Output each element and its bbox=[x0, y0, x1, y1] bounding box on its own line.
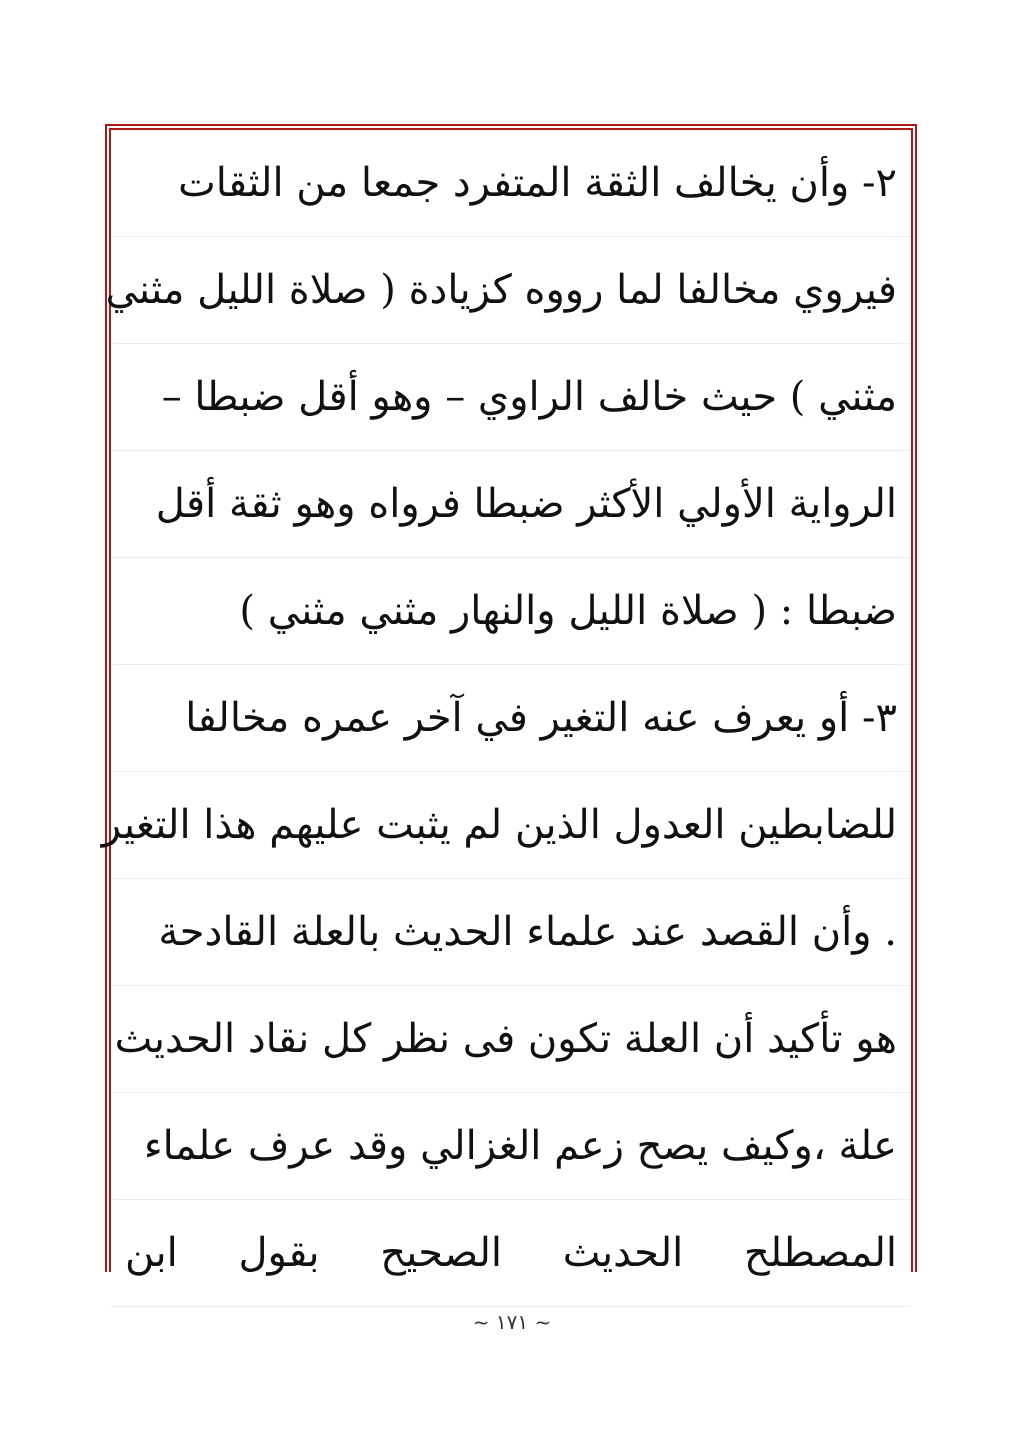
text-line: مثني ) حيث خالف الراوي – وهو أقل ضبطا – bbox=[111, 344, 911, 451]
word: ابن bbox=[125, 1230, 178, 1276]
text-line: فيروي مخالفا لما رووه كزيادة ( صلاة الليل مثني bbox=[111, 237, 911, 344]
text-line: للضابطين العدول الذين لم يثبت عليهم هذا التغير bbox=[111, 772, 911, 879]
page-border-frame bbox=[101, 124, 917, 1276]
word: بقول bbox=[238, 1230, 320, 1276]
text-line: . وأن القصد عند علماء الحديث بالعلة القادحة bbox=[111, 879, 911, 986]
text-line-justified bbox=[111, 1200, 911, 1307]
text-line: هو تأكيد أن العلة تكون فى نظر كل نقاد الحديث bbox=[111, 986, 911, 1093]
text-line: ٣- أو يعرف عنه التغير في آخر عمره مخالفا bbox=[111, 665, 911, 772]
text-line: ٢- وأن يخالف الثقة المتفرد جمعا من الثقات bbox=[111, 130, 911, 237]
word: الحديث bbox=[562, 1230, 684, 1276]
word: الصحيح bbox=[380, 1230, 502, 1276]
word: المصطلح bbox=[744, 1230, 897, 1276]
text-line: الرواية الأولي الأكثر ضبطا فرواه وهو ثقة أقل bbox=[111, 451, 911, 558]
text-line: علة ،وكيف يصح زعم الغزالي وقد عرف علماء bbox=[111, 1093, 911, 1200]
page-number: ~ ١٧١ ~ bbox=[472, 1310, 552, 1334]
text-body bbox=[101, 130, 911, 1276]
text-line: ضبطا : ( صلاة الليل والنهار مثني مثني ) bbox=[111, 558, 911, 665]
